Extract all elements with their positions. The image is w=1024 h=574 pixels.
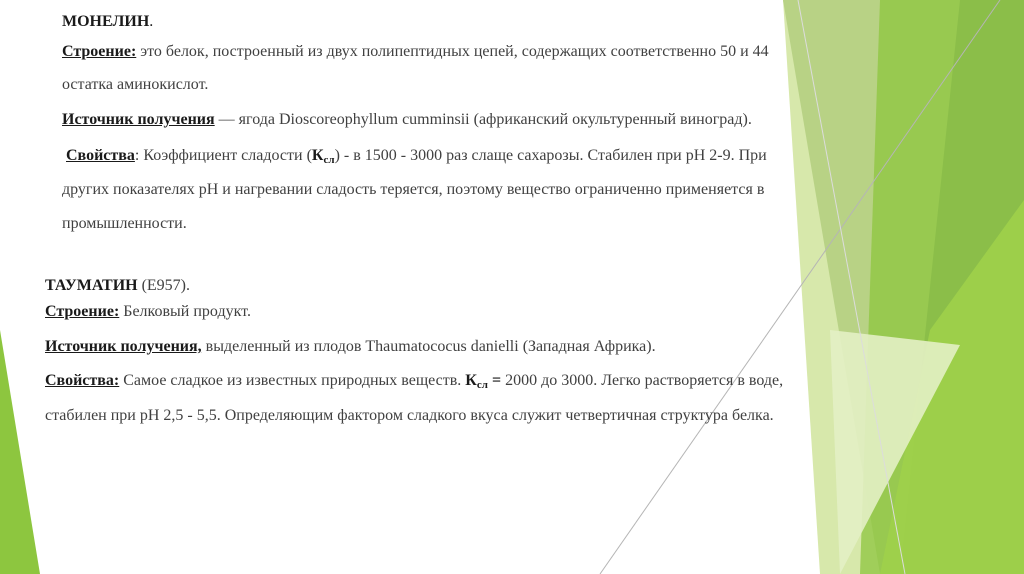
thaumatin-props-line-1: Свойства: Самое сладкое из известных природных веществ. $К_{сл} = 2000$ до 3000. Легко растворяется в воде, bbox=[45, 372, 784, 391]
monellin-title-line: МОНЕЛИН. bbox=[62, 13, 154, 30]
monellin-structure-line-1: Строение: это белок, построенный из двух полипептидных цепей, содержащих соответственно 50 и 44 bbox=[62, 43, 769, 60]
thaumatin-source-label: Источник получения, bbox=[45, 338, 202, 355]
monellin-structure-label: Строение: bbox=[62, 43, 137, 60]
monellin-props-label: Свойства bbox=[66, 147, 135, 164]
monellin-props-line-1: Свойства: Коэффициент сладости $(К_{сл})$ - в 1500 - 3000 раз слаще сахарозы. Стабилен при pH 2-9. При bbox=[66, 147, 767, 166]
thaumatin-props-label: Свойства: bbox=[45, 372, 120, 389]
thaumatin-source-line: Источник получения, выделенный из плодов Thaumatococus danielli (Западная Африка). bbox=[45, 338, 656, 355]
thaumatin-title-line: ТАУМАТИН (E957). bbox=[45, 277, 191, 294]
monellin-structure-line-2: остатка аминокислот. bbox=[62, 76, 209, 93]
monellin-source-line: Источник получения — ягода Dioscoreophyllum cumminsii (африканский окультуренный виноград). bbox=[62, 111, 752, 128]
thaumatin-title: ТАУМАТИН bbox=[45, 277, 138, 294]
thaumatin-props-line-2: стабилен при pH 2,5 - 5,5. Определяющим фактором сладкого вкуса служит четвертичная структура белка. bbox=[45, 407, 774, 424]
monellin-title: МОНЕЛИН bbox=[62, 13, 150, 30]
thaumatin-structure-line: Строение: Белковый продукт. bbox=[45, 303, 251, 320]
monellin-source-label: Источник получения bbox=[62, 111, 215, 128]
monellin-props-line-2: других показателях pH и нагревании сладость теряется, поэтому вещество ограниченно применяется в bbox=[62, 181, 765, 198]
thaumatin-structure-label: Строение: bbox=[45, 303, 120, 320]
monellin-props-line-3: промышленности. bbox=[62, 215, 187, 232]
